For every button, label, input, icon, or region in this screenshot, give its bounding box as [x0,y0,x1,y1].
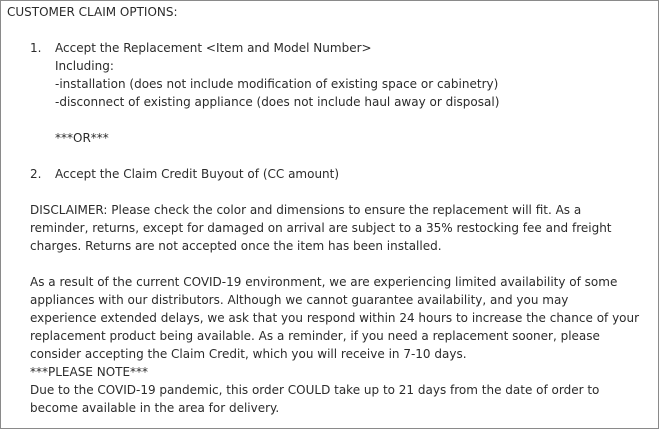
or-separator: ***OR*** [55,131,109,145]
covid-paragraph [30,273,640,417]
covid-line: replacement product being available. As a reminder, if you need a replacement sooner, please [30,329,600,343]
disclaimer-line: charges. Returns are not accepted once the item has been installed. [30,239,442,253]
option-1 [30,39,372,57]
option-1-installation: -installation (does not include modification of existing space or cabinetry) [55,77,499,91]
option-1-text: Accept the Replacement <Item and Model Number> [55,41,372,55]
note-line: become available in the area for delivery. [30,401,280,415]
option-2 [30,165,339,183]
disclaimer-paragraph [30,201,640,255]
disclaimer-line: DISCLAIMER: Please check the color and dimensions to ensure the replacement will fit. As a [30,203,582,217]
covid-line: appliances with our distributors. Although we cannot guarantee availability, and you may [30,293,569,307]
page-title: CUSTOMER CLAIM OPTIONS: [7,5,178,19]
disclaimer-line: reminder, returns, except for damaged on arrival are subject to a 35% restocking fee and freight [30,221,612,235]
covid-line: experience extended delays, we ask that you respond within 24 hours to increase the chance of your [30,311,640,325]
option-1-including: Including: [55,59,114,73]
covid-line: consider accepting the Claim Credit, which you will receive in 7-10 days. [30,347,467,361]
option-2-text: Accept the Claim Credit Buyout of (CC amount) [55,167,340,181]
covid-line: As a result of the current COVID-19 environment, we are experiencing limited availability of some [30,275,618,289]
note-line: Due to the COVID-19 pandemic, this order COULD take up to 21 days from the date of order to [30,383,600,397]
option-1-disconnect: -disconnect of existing appliance (does not include haul away or disposal) [55,95,500,109]
option-2-number: 2. [30,167,42,181]
note-title: ***PLEASE NOTE*** [30,365,149,379]
option-1-number: 1. [30,41,42,55]
